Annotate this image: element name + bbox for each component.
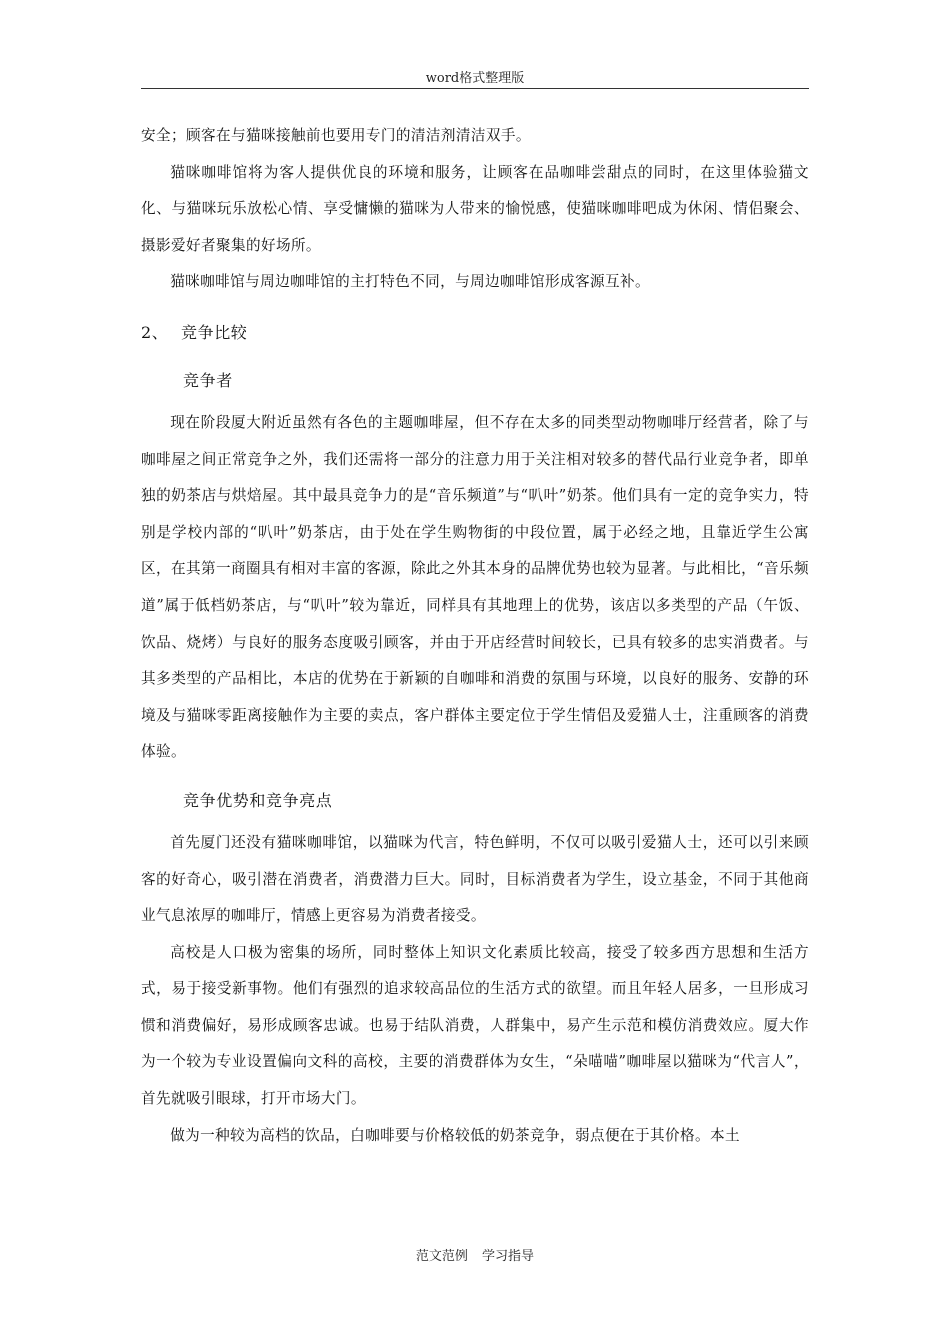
page-footer: 范文范例 学习指导 xyxy=(415,1249,535,1264)
section-title: 竞争比较 xyxy=(181,322,248,342)
advantages-paragraph-3: 做为一种较为高档的饮品，白咖啡要与价格较低的奶茶竞争，弱点便在于其价格。本土 xyxy=(170,1126,740,1144)
section-number: 2、 xyxy=(141,322,169,342)
intro-paragraph-2: 猫咪咖啡馆将为客人提供优良的环境和服务，让顾客在品咖啡尝甜点的同时，在这里体验猫文化、与猫咪玩乐放松心情、享受慵懒的猫咪为人带来的愉悦感，使猫咪咖啡吧成为休闲、情侣聚会、摄影爱好者聚集的好场所。 xyxy=(141,163,809,254)
header-divider xyxy=(141,88,809,89)
intro-paragraph-1: 安全；顾客在与猫咪接触前也要用专门的清洁剂清洁双手。 xyxy=(141,127,531,144)
document-body xyxy=(141,118,809,1154)
intro-paragraph-3: 猫咪咖啡馆与周边咖啡馆的主打特色不同，与周边咖啡馆形成客源互补。 xyxy=(170,273,650,291)
competitors-paragraph-1: 现在阶段厦大附近虽然有各色的主题咖啡屋，但不存在太多的同类型动物咖啡厅经营者，除了与咖啡屋之间正常竞争之外，我们还需将一部分的注意力用于关注相对较多的替代品行业竞争者，即单独的奶茶店与烘焙屋。其中最具竞争力的是“音乐频道”与“叭叶”奶茶。他们具有一定的竞争实力，特别是学校内部的“叭叶”奶茶店，由于处在学生购物街的中段位置，属于必经之地，且靠近学生公寓区，在其第一商圈具有相对丰富的客源，除此之外其本身的品牌优势也较为显著。与此相比，“音乐频道”属于低档奶茶店，与“叭叶”较为靠近，同样具有其地理上的优势，该店以多类型的产品（午饭、饮品、烧烤）与良好的服务态度吸引顾客，并由于开店经营时间较长，已具有较多的忠实消费者。与其多类型的产品相比，本店的优势在于新颖的自咖啡和消费的氛围与环境，以良好的服务、安静的环境及与猫咪零距离接触作为主要的卖点，客户群体主要定位于学生情侣及爱猫人士，注重顾客的消费体验。 xyxy=(141,413,809,761)
section-heading xyxy=(141,315,809,351)
advantages-paragraph-2: 高校是人口极为密集的场所，同时整体上知识文化素质比较高，接受了较多西方思想和生活方式，易于接受新事物。他们有强烈的追求较高品位的生活方式的欲望。而且年轻人居多，一旦形成习惯和消费偏好，易形成顾客忠诚。也易于结队消费，人群集中，易产生示范和模仿消费效应。厦大作为一个较为专业设置偏向文科的高校，主要的消费群体为女生，“朵喵喵”咖啡屋以猫咪为“代言人”，首先就吸引眼球，打开市场大门。 xyxy=(141,943,809,1108)
subheading-advantages: 竞争优势和竞争亮点 xyxy=(183,790,333,810)
advantages-paragraph-1: 首先厦门还没有猫咪咖啡馆，以猫咪为代言，特色鲜明，不仅可以吸引爱猫人士，还可以引来顾客的好奇心，吸引潜在消费者，消费潜力巨大。同时，目标消费者为学生，设立基金，不同于其他商业气息浓厚的咖啡厅，情感上更容易为消费者接受。 xyxy=(141,833,809,925)
page-header: word格式整理版 xyxy=(425,71,525,86)
subheading-competitors: 竞争者 xyxy=(183,370,233,390)
